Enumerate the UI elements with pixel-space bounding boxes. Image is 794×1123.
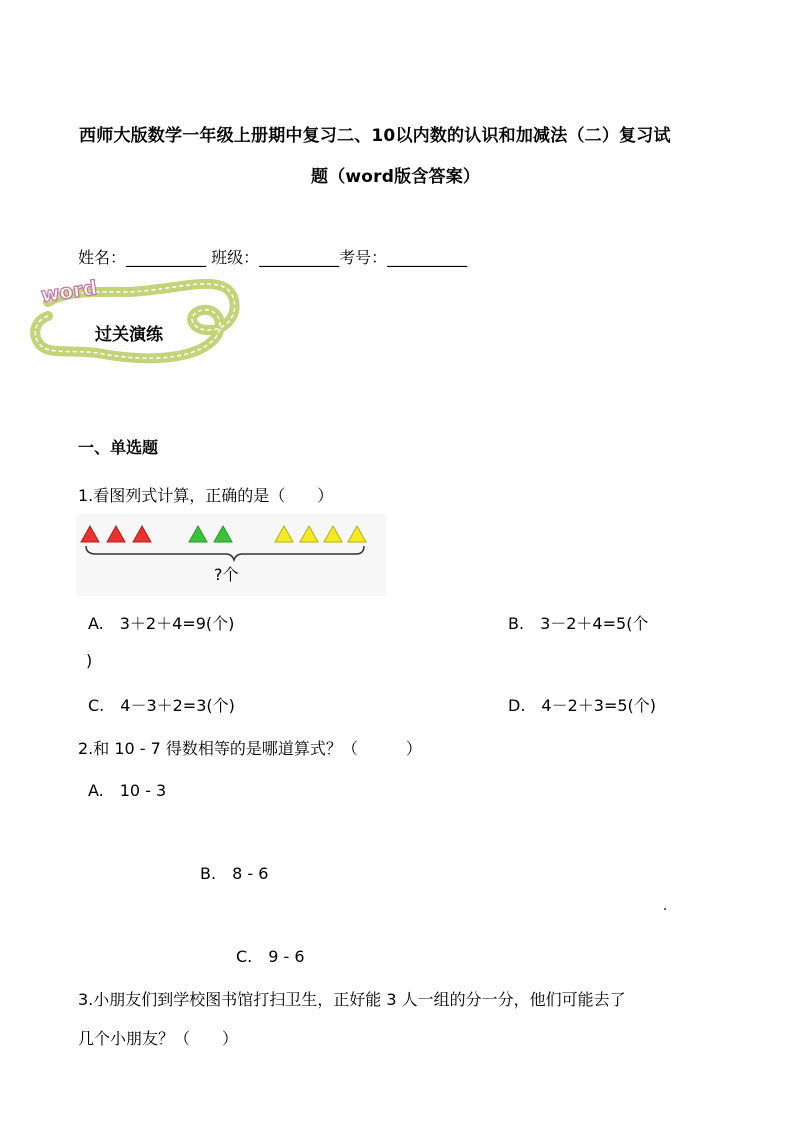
triangle-figure-svg: [76, 514, 386, 596]
triangle-red-1: [81, 526, 99, 542]
q2-option-b[interactable]: B. 8 - 6: [200, 864, 269, 883]
q2-option-a[interactable]: A. 10 - 3: [88, 781, 167, 800]
q3-stem-line1: 3.小朋友们到学校图书馆打扫卫生，正好能 3 人一组的分一分，他们可能去了: [78, 990, 626, 1009]
q3-stem-line2: 几个小朋友？（ ）: [78, 1029, 239, 1048]
triangle-figure: [76, 514, 386, 596]
q1-option-b[interactable]: B. 3－2＋4=5(个: [508, 614, 649, 633]
triangle-green-2: [214, 526, 232, 542]
q1-option-a[interactable]: A. 3＋2＋4=9(个): [88, 614, 235, 633]
q1-option-d[interactable]: D. 4－2＋3=5(个): [508, 696, 657, 715]
section-heading: 一、单选题: [78, 438, 159, 457]
ribbon-banner: [28, 262, 243, 372]
banner-title: 过关演练: [95, 325, 163, 345]
triangle-yellow-1: [275, 526, 293, 542]
figure-question-label: ?个: [214, 565, 239, 584]
triangle-yellow-4: [348, 526, 366, 542]
q2-stem: 2.和 10 - 7 得数相等的是哪道算式？（ ）: [78, 739, 422, 758]
triangle-green-1: [189, 526, 207, 542]
triangle-red-2: [107, 526, 125, 542]
student-info-line: 姓名：__________ 班级：__________考号：__________: [78, 248, 468, 267]
q1-stem: 1.看图列式计算，正确的是（ ）: [78, 486, 334, 505]
q1-option-c[interactable]: C. 4－3＋2=3(个): [88, 696, 235, 715]
document-title-line2: 题（word版含答案）: [311, 167, 481, 187]
document-title-line1: 西师大版数学一年级上册期中复习二、10以内数的认识和加减法（二）复习试: [79, 126, 671, 146]
triangle-yellow-3: [324, 526, 342, 542]
triangle-red-3: [133, 526, 151, 542]
word-logo-text: word: [39, 275, 99, 307]
q2-option-c[interactable]: C. 9 - 6: [236, 947, 305, 966]
triangle-yellow-2: [300, 526, 318, 542]
grouping-brace: [86, 546, 364, 560]
q1-option-b-wrap: ): [86, 651, 93, 670]
stray-dot: [664, 908, 666, 910]
